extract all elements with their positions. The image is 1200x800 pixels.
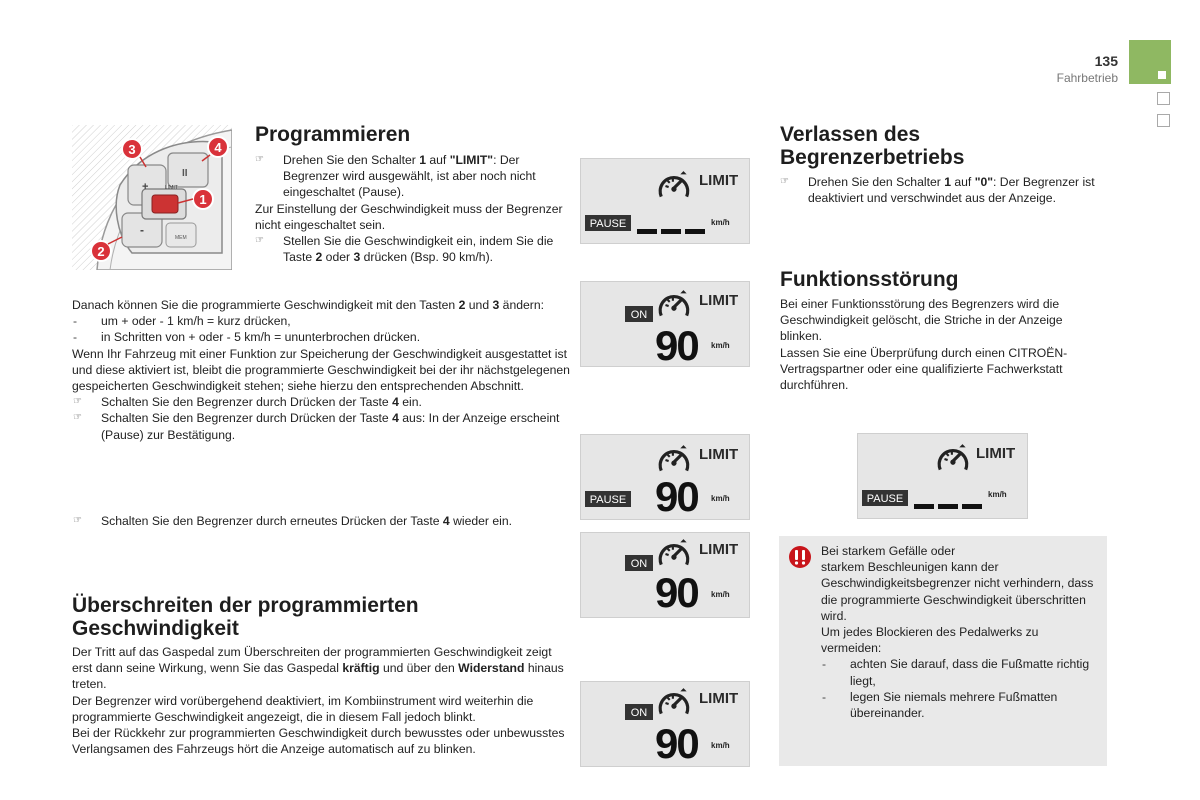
reactivate-text <box>72 513 575 529</box>
lcd-display-fault-dashes <box>857 433 1028 519</box>
dash-item: - in Schritten von + oder - 5 km/h = ununterbrochen drücken. <box>73 330 421 345</box>
bullet-item: ☞ Stellen Sie die Geschwindigkeit ein, indem Sie die Taste 2 oder 3 drücken (Bsp. 90 km/h). <box>255 234 554 265</box>
main-text-block: Danach können Sie die programmierte Geschwindigkeit mit den Tasten 2 und 3 ändern: - um + oder - 1 km/h = kurz drücken, - in Schritten von + oder - 5 km/h = ununterbrochen drücken. Wenn Ihr Fahrzeug mit einer Funktion zur Speicherung der Geschwindigkeit ausgestattet ist und diese aktiviert ist, bleibt die programmierte Geschwindigkeit bei der ihr nächstgelegenen gespeicherten Geschwindigkeit stehen; siehe hierzu den entsprechenden Abschnitt. ☞ Schalten Sie den Begrenzer durch Drücken der Taste 4 ein. ☞ Schalten Sie den Begrenzer durch Drücken der Taste 4 aus: In der Anzeige erscheint (Pause) zur Bestätigung. <box>72 297 575 443</box>
bullet-item: ☞ Drehen Sie den Schalter 1 auf "LIMIT": Der Begrenzer wird ausgewählt, ist aber noch nicht eingeschaltet (Pause). <box>255 153 536 200</box>
chapter-tab-active[interactable] <box>1129 40 1171 84</box>
lcd-pause-label: PAUSE <box>589 218 627 230</box>
lcd-kmh-label: km/h <box>711 218 730 227</box>
lcd-kmh-label: km/h <box>711 341 730 350</box>
lcd-limit-label: LIMIT <box>699 292 739 309</box>
pause-symbol: II <box>182 168 188 179</box>
lcd-on-label: ON <box>630 309 648 321</box>
lcd-kmh-label: km/h <box>711 494 730 503</box>
callout-4 <box>208 137 228 157</box>
minus-symbol: - <box>140 223 144 237</box>
lcd-limit-label: LIMIT <box>699 446 739 463</box>
callout-1 <box>193 189 213 209</box>
lcd-display-on-90 <box>580 681 750 767</box>
bullet-arrow-icon: ☞ <box>780 176 789 187</box>
lcd-display-pause-90 <box>580 434 750 520</box>
bullet-item: ☞ Schalten Sie den Begrenzer durch erneutes Drücken der Taste 4 wieder ein. <box>73 514 513 528</box>
lcd-display-pause-dashes <box>580 158 750 244</box>
verlassen-body <box>780 174 1100 206</box>
section-title-programmieren: Programmieren <box>255 123 411 146</box>
warning-exclamation-icon <box>789 546 811 568</box>
speedometer-icon <box>660 539 688 564</box>
bullet-arrow-icon: ☞ <box>255 235 264 247</box>
bullet-arrow-icon: ☞ <box>255 154 264 165</box>
memory-note: Wenn Ihr Fahrzeug mit einer Funktion zur Speicherung der Geschwindigkeit ausgestattet ist und diese aktiviert ist, bleibt die programmierte Geschwindigkeit bei der ihr nächstgelegenen gespeicherten Geschwindigkeit stehen; siehe hierzu den entsprechenden Abschnitt. <box>72 346 570 394</box>
svg-text:2: 2 <box>97 244 105 259</box>
bullet-item: ☞ Drehen Sie den Schalter 1 auf "0": Der Begrenzer ist deaktiviert und verschwindet aus der Anzeige. <box>780 175 1095 206</box>
page-number: 135 <box>1094 53 1118 69</box>
chapter-title: Fahrbetrieb <box>1056 71 1118 85</box>
speedometer-icon <box>660 290 688 315</box>
lcd-speed-value: 90 <box>655 569 698 616</box>
lcd-pause-label: PAUSE <box>866 493 904 505</box>
lcd-pause-label: PAUSE <box>589 494 627 506</box>
steering-control-illustration <box>72 125 232 270</box>
ueberschreiten-body: Der Tritt auf das Gaspedal zum Überschreiten der programmierten Geschwindigkeit zeigt erst dann seine Wirkung, wenn Sie das Gaspedal kräftig und über den Widerstand hinaus treten. Der Begrenzer wird vorübergehend deaktiviert, im Kombiinstrument wird weiterhin die programmierte Geschwindigkeit angezeigt, die in diesem Fall jedoch blinkt. Bei der Rückkehr zur programmierten Geschwindigkeit durch bewusstes oder unbewusstes Verlangsamen des Fahrzeugs hört die Anzeige automatisch auf zu blinken. <box>72 645 565 757</box>
lcd-limit-label: LIMIT <box>976 445 1016 462</box>
lcd-limit-label: LIMIT <box>699 172 739 189</box>
tab-marker <box>1158 71 1166 79</box>
speedometer-icon <box>660 171 688 196</box>
warning-box <box>779 536 1107 766</box>
speedometer-icon <box>660 445 688 470</box>
lcd-on-label: ON <box>630 707 648 719</box>
lcd-limit-label: LIMIT <box>699 541 739 558</box>
note-text: Zur Einstellung der Geschwindigkeit muss der Begrenzer nicht eingeschaltet sein. <box>255 201 563 232</box>
lcd-speed-value: 90 <box>655 322 698 366</box>
lcd-kmh-label: km/h <box>988 490 1007 499</box>
chapter-tab-box[interactable] <box>1157 114 1170 127</box>
lcd-kmh-label: km/h <box>711 590 730 599</box>
lcd-speed-dashes <box>914 504 982 509</box>
stoerung-body: Bei einer Funktionsstörung des Begrenzers wird die Geschwindigkeit gelöscht, die Striche in der Anzeige blinken. Lassen Sie eine Überprüfung durch einen CITROËN-Vertragspartner oder eine qualifizierte Fachwerkstatt durchführen. <box>780 297 1068 393</box>
section-title-ueberschreiten: Überschreiten der programmierten Geschwindigkeit <box>72 594 419 640</box>
limit-mini-label: LIMIT <box>165 185 178 191</box>
section-title-funktionsstoerung: Funktionsstörung <box>780 268 959 291</box>
bullet-arrow-icon: ☞ <box>73 412 82 424</box>
section-title-verlassen: Verlassen des Begrenzerbetriebs <box>780 123 965 169</box>
chapter-tab-box[interactable] <box>1157 92 1170 105</box>
mem-label: MEM <box>175 235 187 241</box>
speedometer-icon <box>660 688 688 713</box>
dash-item: - um + oder - 1 km/h = kurz drücken, <box>73 314 291 329</box>
bullet-item: ☞ Schalten Sie den Begrenzer durch Drücken der Taste 4 ein. <box>73 395 422 410</box>
warning-text: Bei starkem Gefälle oder starkem Beschleunigen kann der Geschwindigkeitsbegrenzer nicht verhindern, dass die programmierte Geschwindigkeit überschritten wird. Um jedes Blockieren des Pedalwerks zu vermeiden: - achten Sie darauf, dass die Fußmatte richtig liegt, - legen Sie niemals mehrere Fußmatten übereinander. <box>821 543 1099 721</box>
svg-text:4: 4 <box>214 140 222 155</box>
dash-item: - legen Sie niemals mehrere Fußmatten übereinander. <box>822 689 1058 721</box>
lcd-speed-value: 90 <box>655 473 698 519</box>
programmieren-body <box>255 152 573 265</box>
speedometer-icon <box>939 444 967 469</box>
bullet-arrow-icon: ☞ <box>73 396 82 408</box>
lcd-on-label: ON <box>630 558 648 570</box>
lcd-speed-value: 90 <box>655 720 698 766</box>
bullet-item: ☞ Schalten Sie den Begrenzer durch Drücken der Taste 4 aus: In der Anzeige erscheint (Pause) zur Bestätigung. <box>73 411 560 442</box>
lcd-kmh-label: km/h <box>711 741 730 750</box>
lcd-limit-label: LIMIT <box>699 690 739 707</box>
lcd-speed-dashes <box>637 229 705 234</box>
dash-item: - achten Sie darauf, dass die Fußmatte richtig liegt, <box>822 657 1090 688</box>
callout-3 <box>122 139 142 159</box>
steering-control-figure <box>72 125 232 270</box>
lcd-display-on-90 <box>580 281 750 367</box>
lcd-display-on-90 <box>580 532 750 618</box>
svg-text:1: 1 <box>199 192 207 207</box>
svg-text:3: 3 <box>128 142 136 157</box>
plus-symbol: + <box>142 181 149 193</box>
bullet-arrow-icon: ☞ <box>73 515 82 526</box>
